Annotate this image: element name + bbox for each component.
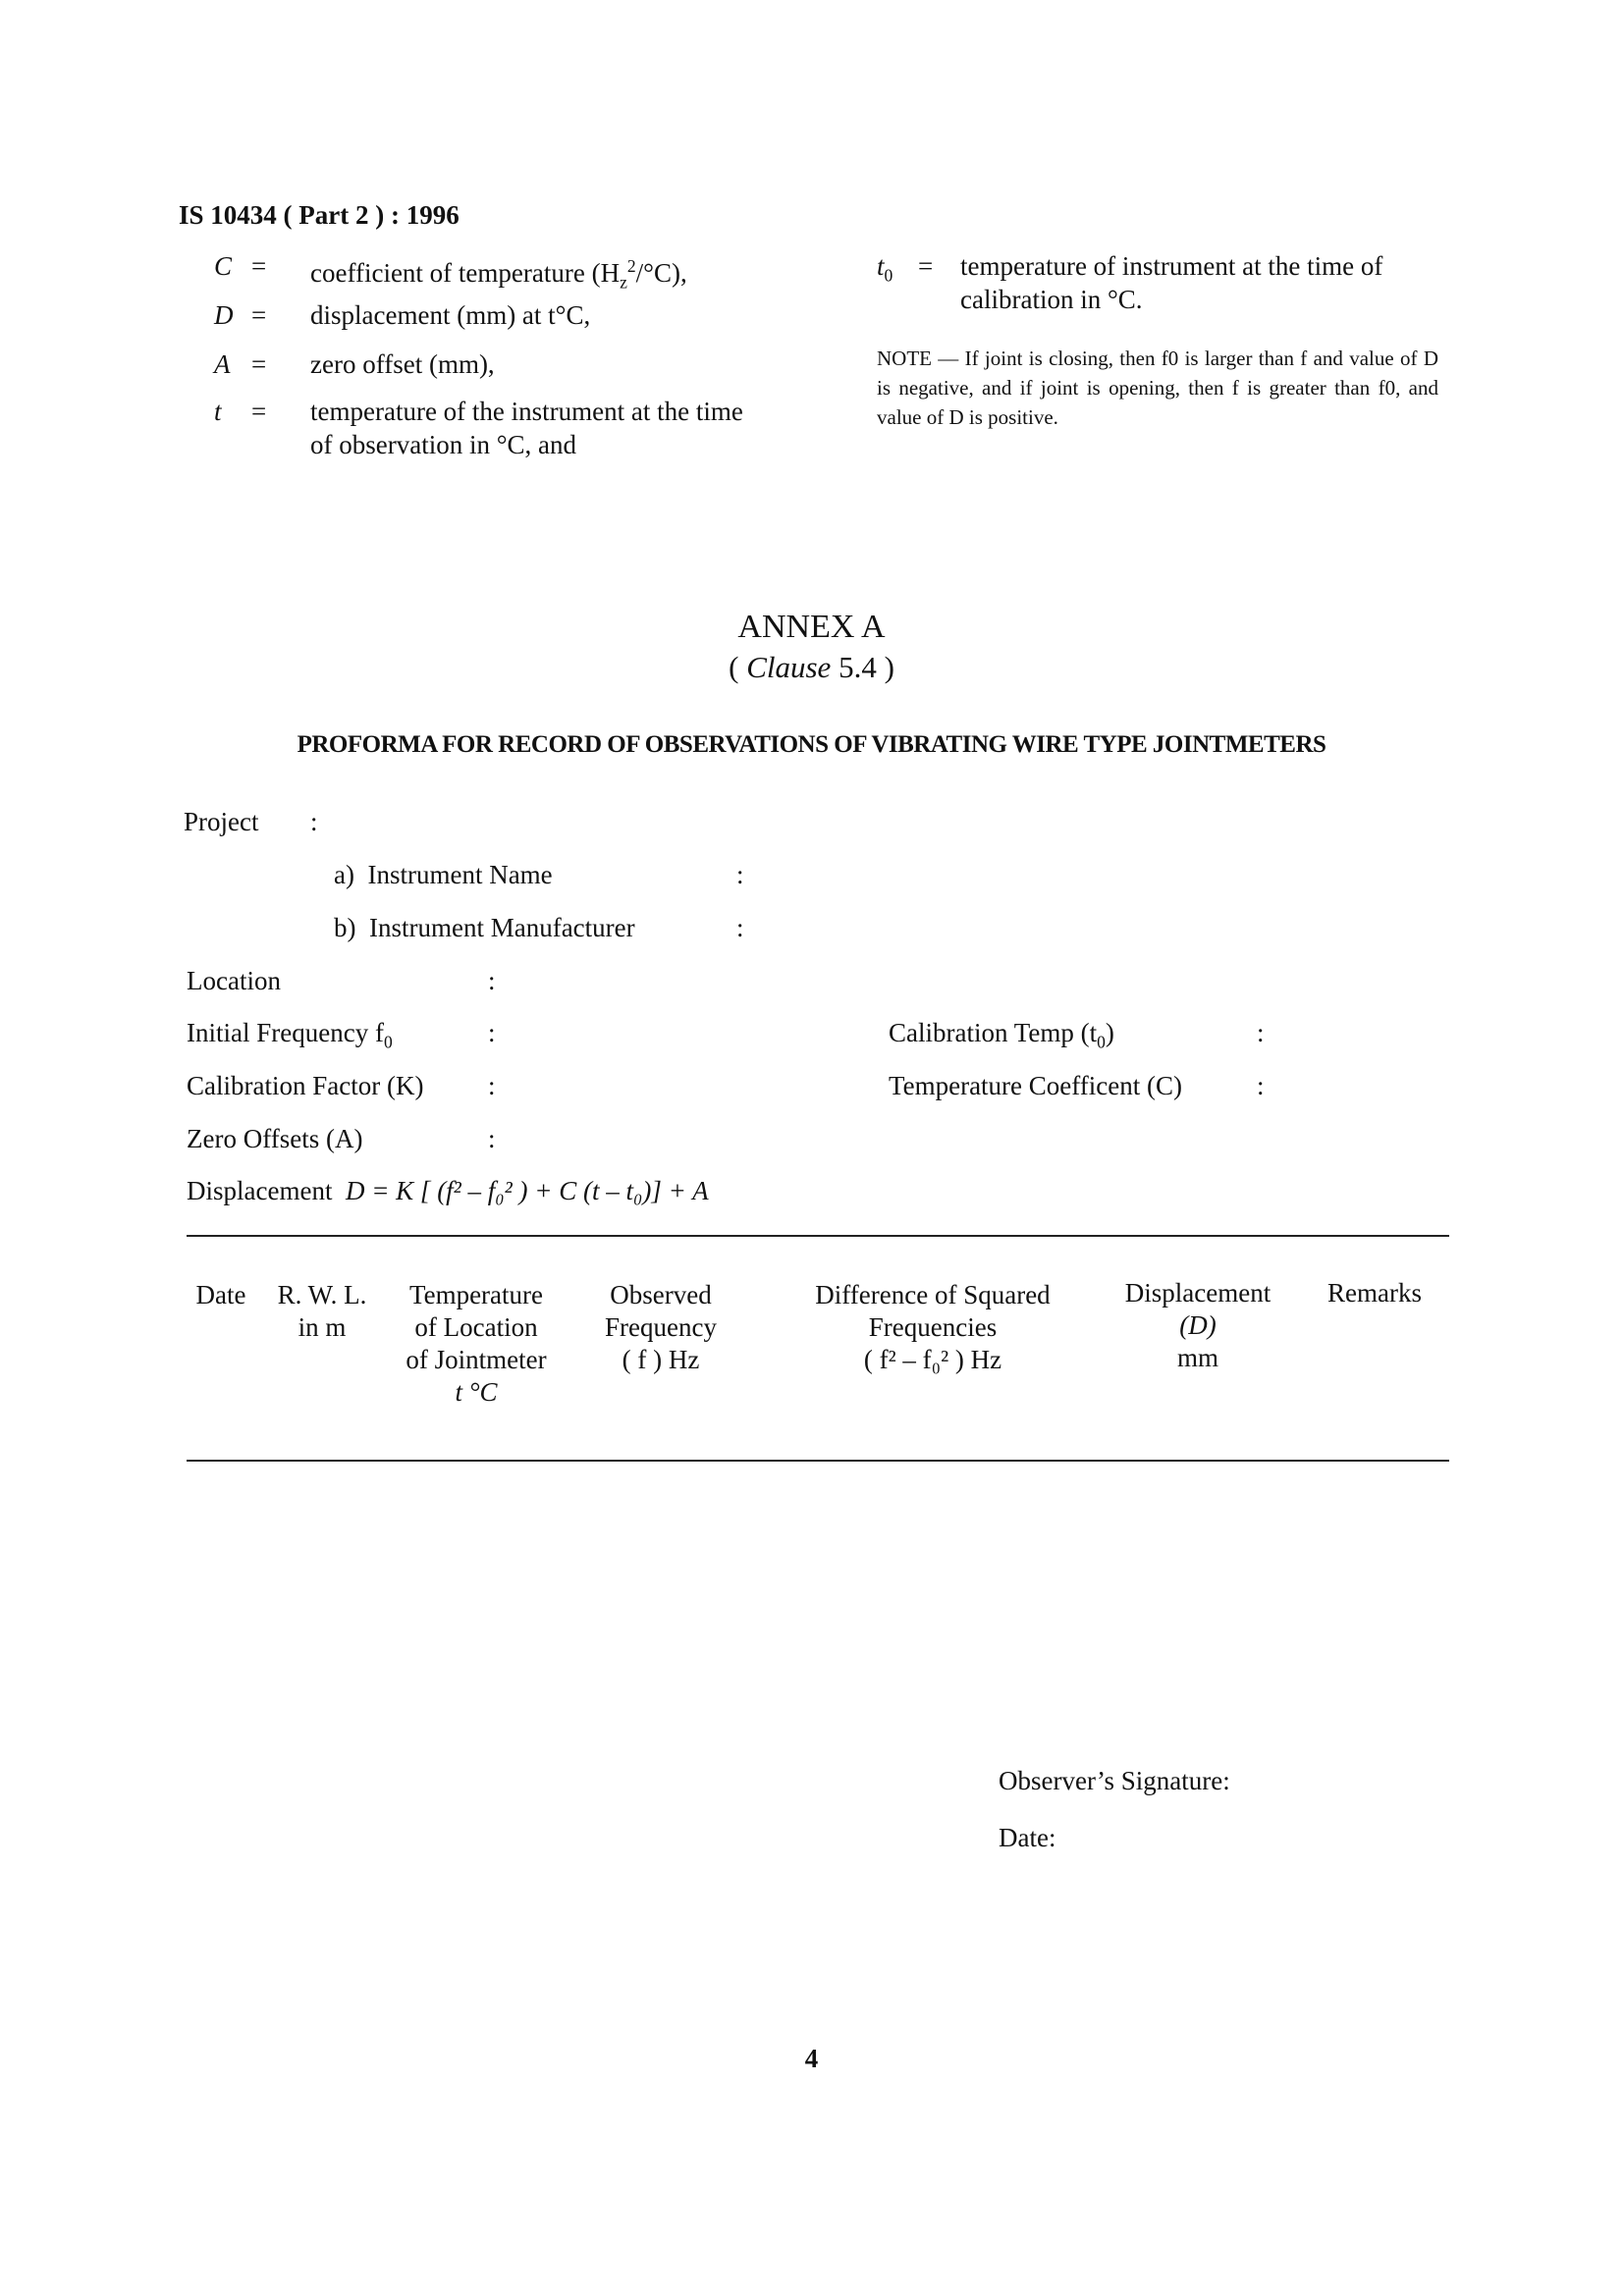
definition-c: C = coefficient of temperature $(H_z^2/^\circ C)$, <box>214 251 687 293</box>
field-calibration-factor: Calibration Factor (K) <box>187 1071 424 1100</box>
column-header-date: Date <box>195 1280 246 1309</box>
column-header-rwl: R. W. L. in m <box>277 1280 367 1342</box>
annex-clause: ( Clause 5.4 ) <box>729 650 894 684</box>
field-calibration-temp: Calibration Temp $(t_0)$ <box>889 1018 1114 1052</box>
symbol-d: D <box>214 300 234 330</box>
symbol-t: t <box>214 397 222 426</box>
displacement-formula: Displacement D = K [ (f² – f₀² ) + C (t – t₀)] + A <box>187 1176 709 1205</box>
field-temperature-coefficient: Temperature Coefficent (C) <box>889 1071 1182 1100</box>
column-header-remarks: Remarks <box>1327 1278 1422 1308</box>
field-zero-offsets: Zero Offsets (A) <box>187 1124 363 1153</box>
definition-d: D = displacement (mm) at t°C, <box>214 300 591 330</box>
observer-signature-label: Observer’s Signature: <box>999 1766 1230 1795</box>
column-header-displacement: Displacement (D) mm <box>1124 1278 1271 1372</box>
column-header-temperature: Temperature of Location of Jointmeter t °C <box>406 1280 547 1407</box>
table-top-rule <box>187 1235 1449 1237</box>
field-instrument-manufacturer: b) Instrument Manufacturer <box>334 913 635 942</box>
page-number: 4 <box>804 2044 819 2073</box>
definition-a: A = zero offset (mm), <box>214 349 495 379</box>
symbol-c: C <box>214 251 233 281</box>
field-project: Project <box>184 807 259 836</box>
annex-title: ANNEX A <box>737 609 886 645</box>
signature-date-label: Date: <box>999 1823 1056 1852</box>
symbol-t0: $t_0$ <box>877 251 893 286</box>
definition-t0: $t_0$ = temperature of instrument at the time of calibration in °C. <box>877 251 1383 314</box>
symbol-a: A <box>214 349 231 379</box>
column-header-difference: Difference of Squared Frequencies ( f² – f₀² ) Hz <box>815 1280 1051 1374</box>
field-location: Location <box>187 966 281 995</box>
proforma-title: PROFORMA FOR RECORD OF OBSERVATIONS OF VIBRATING WIRE TYPE JOINTMETERS <box>297 731 1326 758</box>
table-bottom-rule <box>187 1460 1449 1462</box>
column-header-observed-frequency: Observed Frequency ( f ) Hz <box>605 1280 717 1374</box>
definition-t: t = temperature of the instrument at the time of observation in °C, and <box>214 397 743 459</box>
document-header: IS 10434 ( Part 2 ) : 1996 <box>179 200 460 230</box>
field-instrument-name: a) Instrument Name <box>334 860 553 889</box>
field-initial-frequency: Initial Frequency $f_0$ <box>187 1018 393 1052</box>
note-text: NOTE — If joint is closing, then f0 is larger than f and value of D is negative, and if joint is opening, then f is greater than f0, and value of D is positive. <box>877 347 1438 429</box>
